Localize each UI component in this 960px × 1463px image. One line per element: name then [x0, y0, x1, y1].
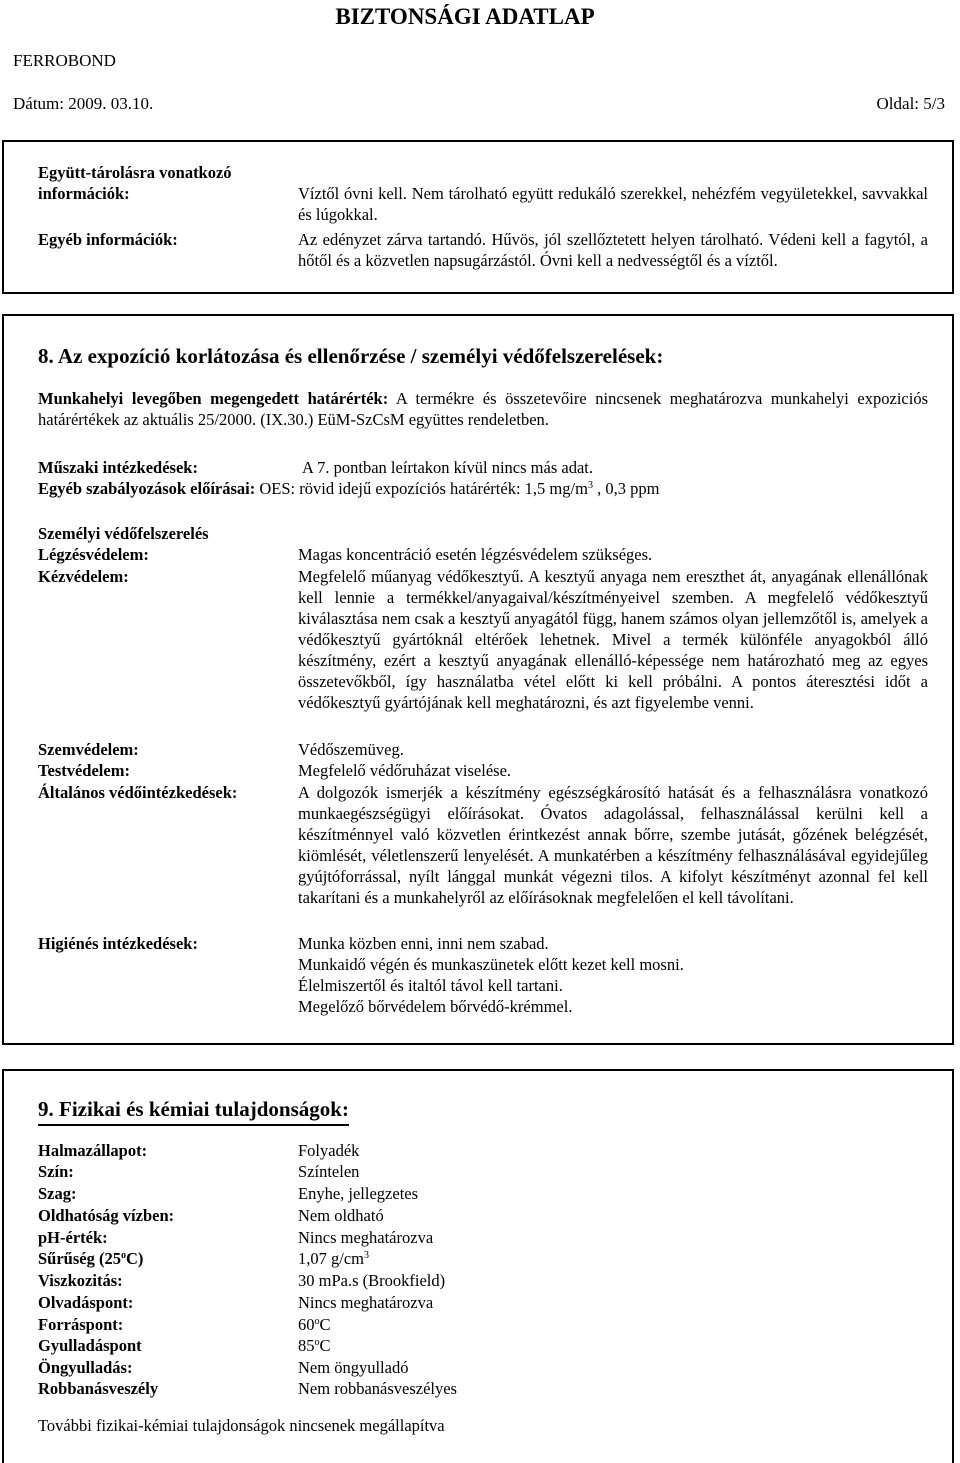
property-label: Halmazállapot: — [38, 1141, 148, 1160]
density-value — [298, 1248, 928, 1269]
cubic-superscript: 3 — [364, 1250, 369, 1261]
document-date: Dátum: 2009. 03.10. — [13, 94, 154, 113]
hygiene-item: Élelmiszertől és italtól távol kell tartani. — [298, 976, 563, 995]
density-label — [38, 1248, 143, 1269]
general-measures-text: A dolgozók ismerjék a készítmény egészségkárosító hatását és a felhasználásra vonatkozó munkaegészségügyi előírásokat. Óvatos adagolással, felhasználással kerülni kell a készítménnyel való közvetlen érintkezést annak bőrre, szembe jutását, gőzének belégzését, kiömlését, véletlenszerű lenyelését. A munkatérben a készítmény felhasználásával egyidejűleg gyújtóforrással, nyílt lánggal munkát végezni tilos. A kifolyt készítményt azonnal fel kell takarítani és a munkahelyről az előírásoknak megfelelően el kell távolítani. — [298, 783, 928, 907]
property-value: Nem oldható — [298, 1206, 384, 1225]
storage-label-line1: Együtt-tárolásra vonatkozó — [38, 163, 232, 182]
property-value: Folyadék — [298, 1141, 360, 1160]
respiratory-label: Légzésvédelem: — [38, 545, 149, 564]
property-value: Enyhe, jellegzetes — [298, 1184, 419, 1203]
hygiene-item: Megelőző bőrvédelem bőrvédő-krémmel. — [298, 997, 573, 1016]
date-line — [13, 93, 945, 114]
property-label: Szín: — [38, 1162, 74, 1181]
property-value: Nem robbanásveszélyes — [298, 1379, 457, 1398]
property-label: pH-érték: — [38, 1228, 108, 1247]
density-value-text: 1,07 g/cm — [298, 1249, 364, 1268]
degree-superscript: o — [314, 1337, 320, 1348]
hygiene-list — [298, 933, 928, 1017]
hygiene-label: Higiénés intézkedések: — [38, 934, 198, 953]
other-regulations-text: OES: rövid idejű expozíciós határérték: 1,5 mg/m — [255, 479, 588, 498]
property-value: Színtelen — [298, 1162, 360, 1181]
section-9-title: 9. Fizikai és kémiai tulajdonságok: — [38, 1096, 349, 1126]
storage-box — [2, 140, 954, 294]
eye-protection-label: Szemvédelem: — [38, 740, 139, 759]
section-9-box — [2, 1069, 954, 1463]
boiling-point-number: 60 — [298, 1315, 315, 1334]
hygiene-item: Munka közben enni, inni nem szabad. — [298, 934, 549, 953]
eye-protection-text: Védőszemüveg. — [298, 740, 404, 759]
boiling-point-value — [298, 1314, 928, 1335]
document-title: BIZTONSÁGI ADATLAP — [335, 4, 595, 29]
exposure-limit-label: Munkahelyi levegőben megengedett határérték: — [38, 389, 389, 408]
hygiene-item: Munkaidő végén és munkaszünetek előtt kezet kell mosni. — [298, 955, 684, 974]
respiratory-text: Magas koncentráció esetén légzésvédelem szükséges. — [298, 545, 653, 564]
property-label: Robbanásveszély — [38, 1379, 159, 1398]
section-8-box — [2, 314, 954, 1045]
density-label-text: Sűrűség (25 — [38, 1249, 121, 1268]
body-protection-text: Megfelelő védőruházat viselése. — [298, 761, 512, 780]
property-label: Gyulladáspont — [38, 1336, 142, 1355]
exposure-limit-paragraph — [38, 388, 928, 430]
property-label: Forráspont: — [38, 1315, 124, 1334]
density-label-tail: C) — [125, 1249, 144, 1268]
property-label: Viszkozitás: — [38, 1271, 123, 1290]
unit-superscript: 3 — [587, 480, 593, 491]
property-label: Öngyulladás: — [38, 1358, 133, 1377]
storage-label-line2: információk: — [38, 184, 130, 203]
other-info-value: Az edényzet zárva tartandó. Hűvös, jól szellőztetett helyen tárolható. Védeni kell a fagytól, a hőtől és a közvetlen napsugárzástól. Óvni kell a nedvességtől és a víztől. — [298, 230, 928, 270]
company-name: FERROBOND — [13, 51, 116, 70]
flash-point-unit: C — [319, 1336, 331, 1355]
property-value: Nincs meghatározva — [298, 1228, 434, 1247]
section-9-footer: További fizikai-kémiai tulajdonságok nincsenek megállapítva — [38, 1416, 445, 1435]
degree-superscript: o — [314, 1316, 320, 1327]
other-regulations-line — [38, 478, 928, 499]
hand-protection-label: Kézvédelem: — [38, 567, 129, 586]
other-regulations-tail: , 0,3 ppm — [592, 479, 660, 498]
degree-superscript: o — [120, 1250, 126, 1261]
property-label: Szag: — [38, 1184, 77, 1203]
body-protection-label: Testvédelem: — [38, 761, 130, 780]
storage-value: Víztől óvni kell. Nem tárolható együtt redukáló szerekkel, nehézfém vegyületekkel, savvakkal és lúgokkal. — [298, 184, 928, 224]
property-value: Nem öngyulladó — [298, 1358, 409, 1377]
technical-measures-text: A 7. pontban leírtakon kívül nincs más adat. — [302, 458, 593, 477]
property-label: Olvadáspont: — [38, 1293, 134, 1312]
flash-point-value — [298, 1335, 928, 1356]
other-info-label: Egyéb információk: — [38, 230, 178, 249]
property-label: Oldhatóság vízben: — [38, 1206, 175, 1225]
page-number: Oldal: 5/3 — [876, 94, 945, 113]
hand-protection-text: Megfelelő műanyag védőkesztyű. A kesztyű anyaga nem ereszthet át, anyagának ellenállónak kell lennie a termékkel/anyagaival/készítményeivel szemben. A megfelelő védőkesztyű kiválasztása nem csak a kesztyű anyagától függ, hanem számos olyan jellemzőtől is, amelyek a védőkesztyű gyártóknál eltérőek lehetnek. Mivel a termék különféle anyagokból álló készítmény, ezért a kesztyű anyagának ellenálló-képessége nem határozható meg az egyes összetevőkből, így használatba vétel előtt ki kell próbálni. A pontos áteresztési időt a védőkesztyű gyártójának kell meghatározni, és azt figyelembe venni. — [298, 567, 928, 712]
general-measures-label: Általános védőintézkedések: — [38, 783, 238, 802]
technical-measures-label: Műszaki intézkedések: — [38, 458, 198, 477]
exposure-limit-text: A termékre és összetevőire nincsenek meghatározva munkahelyi expoziciós határértékek az aktuális 25/2000. (IX.30.) EüM-SzCsM együttes rendeletben. — [38, 389, 928, 429]
other-regulations-label: Egyéb szabályozások előírásai: — [38, 479, 256, 498]
property-value: 30 mPa.s (Brookfield) — [298, 1271, 446, 1290]
boiling-point-unit: C — [319, 1315, 331, 1334]
ppe-heading: Személyi védőfelszerelés — [38, 524, 209, 543]
flash-point-number: 85 — [298, 1336, 315, 1355]
section-8-title: 8. Az expozíció korlátozása és ellenőrzése / személyi védőfelszerelések: — [38, 344, 664, 368]
property-value: Nincs meghatározva — [298, 1293, 434, 1312]
